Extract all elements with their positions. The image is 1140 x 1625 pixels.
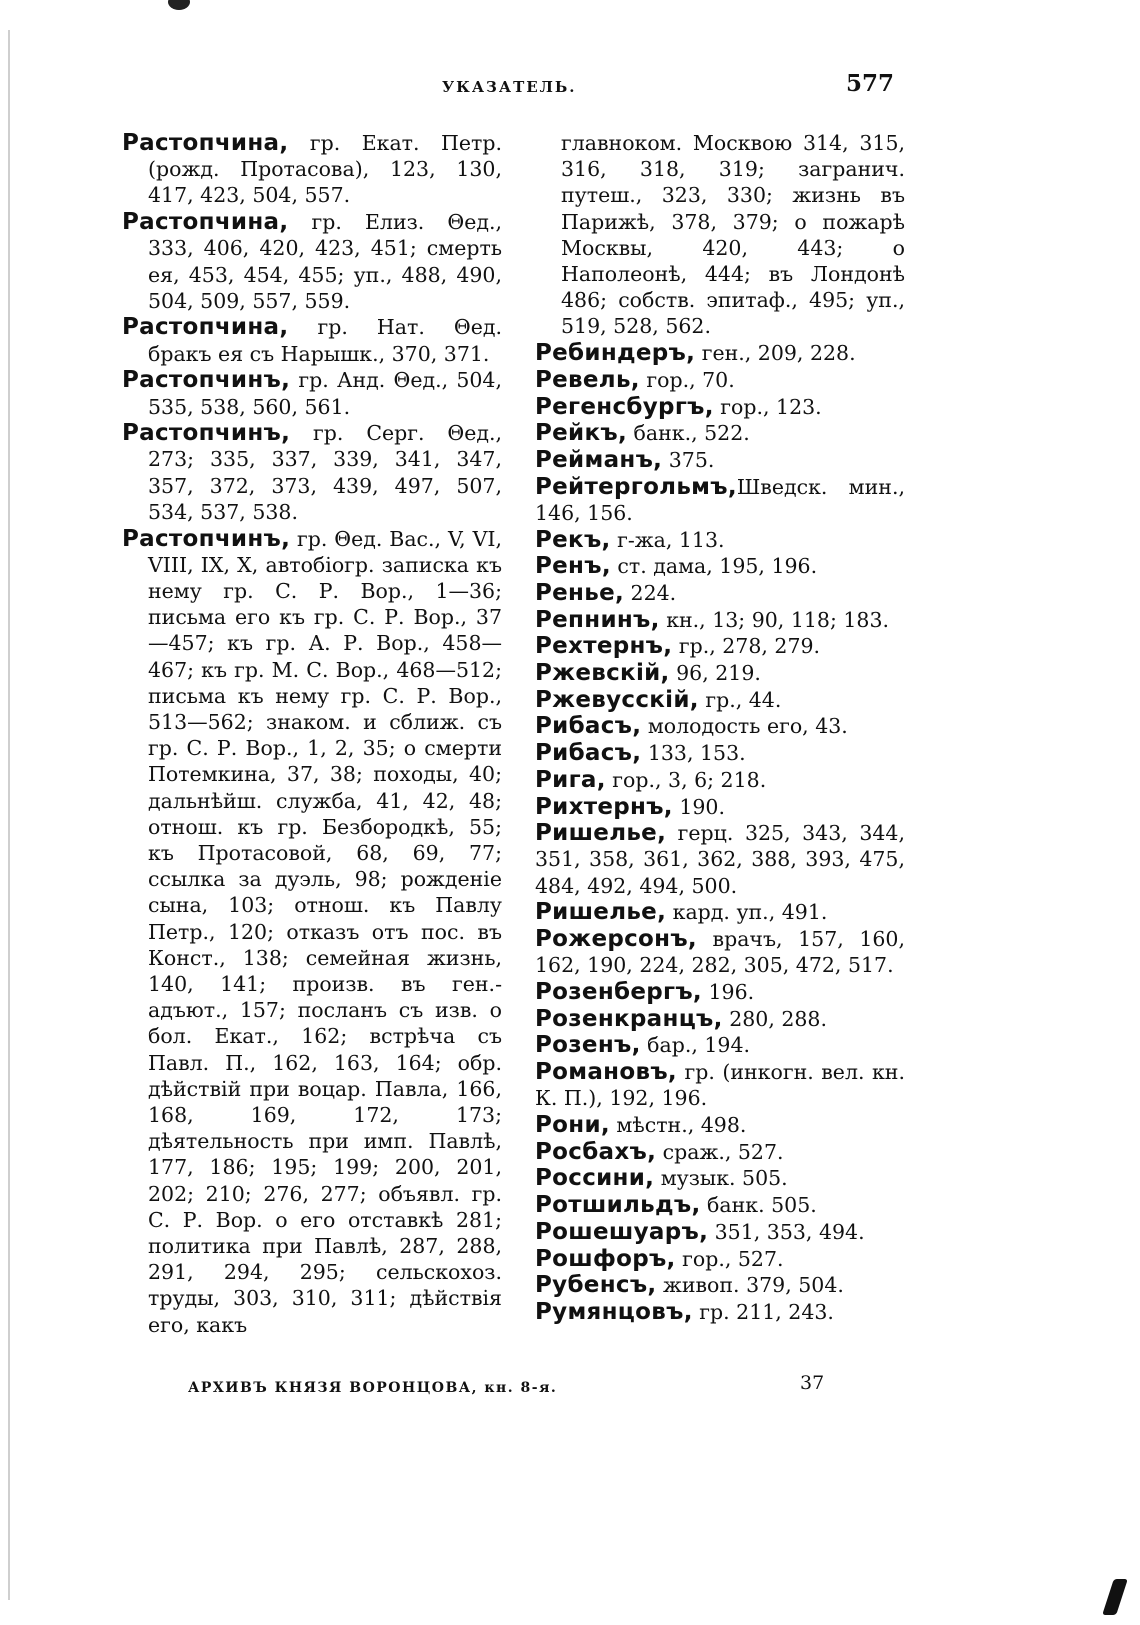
entry-references: живоп. 379, 504. — [656, 1273, 844, 1298]
entry-headword: Регенсбургъ, — [535, 393, 714, 420]
entry-headword: Растопчинъ, — [122, 525, 291, 552]
index-entry — [535, 1192, 905, 1218]
index-entry — [535, 740, 905, 766]
index-entry — [535, 447, 905, 473]
entry-headword: Ренье, — [535, 579, 625, 606]
index-entry — [535, 794, 905, 820]
entry-headword: Росбахъ, — [535, 1138, 657, 1165]
entry-headword: Рошфоръ, — [535, 1245, 676, 1272]
entry-references: гр. 211, 243. — [692, 1299, 834, 1324]
entry-references: молодость его, 43. — [641, 714, 848, 739]
entry-references: гор., 527. — [675, 1246, 784, 1271]
entry-references: г-жа, 113. — [610, 527, 725, 552]
index-entry — [535, 1246, 905, 1272]
entry-headword: Ротшильдъ, — [535, 1192, 701, 1219]
entry-references: ген., 209, 228. — [695, 341, 856, 366]
entry-references: гр. (инкогн. вел. кн. К. П.), 192, 196. — [535, 1060, 905, 1111]
entry-headword: Розенбергъ, — [535, 979, 702, 1005]
index-entry — [535, 420, 905, 446]
index-entry — [535, 1006, 905, 1032]
index-entry — [535, 713, 905, 739]
corner-mark — [1102, 1579, 1128, 1615]
index-entry — [535, 394, 905, 420]
index-entry — [535, 1032, 905, 1058]
entry-headword: Ревель, — [535, 366, 640, 393]
entry-references: ст. дама, 195, 196. — [610, 554, 818, 579]
entry-references: гр. Серг. Θед., 273; 335, 337, 339, 341, 347, 357, 372, 373, 439, 497, 507, 534, 537, 538. — [148, 421, 502, 524]
entry-references: 96, 219. — [669, 661, 761, 686]
index-entry — [535, 979, 905, 1005]
entry-headword: Румянцовъ, — [535, 1298, 693, 1325]
index-entry — [535, 367, 905, 393]
entry-headword: Ренъ, — [535, 553, 611, 580]
index-entry — [535, 607, 905, 633]
entry-headword: Ржевусскій, — [535, 686, 699, 713]
index-entry — [535, 1219, 905, 1245]
header-title: УКАЗАТЕЛЬ. — [442, 78, 577, 96]
entry-references: 375. — [662, 447, 715, 472]
index-entry — [535, 1112, 905, 1138]
entry-references: врачъ, 157, 160, 162, 190, 224, 282, 305, 472, 517. — [535, 927, 905, 978]
index-entry — [535, 633, 905, 659]
index-entry — [122, 367, 502, 419]
index-entry — [122, 420, 502, 525]
entry-headword: Растопчина, — [122, 130, 289, 156]
entry-references: гр., 44. — [698, 687, 782, 712]
index-entry — [535, 340, 905, 366]
entry-headword: Рига, — [535, 766, 606, 793]
left-column — [122, 130, 502, 1338]
entry-headword: Рекъ, — [535, 526, 611, 553]
entry-headword: Ребиндеръ, — [535, 340, 696, 367]
index-entry — [535, 553, 905, 579]
entry-headword: Ришелье, — [535, 820, 667, 847]
entry-headword: Рихтернъ, — [535, 793, 673, 820]
index-entry — [535, 820, 905, 899]
page-edge-shadow — [8, 30, 10, 1600]
entry-headword: Рибасъ, — [535, 740, 642, 767]
entry-headword: Растопчина, — [122, 209, 289, 236]
running-head — [0, 70, 1140, 98]
index-entry — [535, 580, 905, 606]
index-entry — [535, 926, 905, 978]
entry-headword: Рони, — [535, 1112, 610, 1139]
entry-references: 351, 353, 494. — [708, 1219, 865, 1244]
entry-references: сраж., 527. — [656, 1139, 784, 1164]
entry-references: 196. — [701, 980, 755, 1004]
entry-references: бар., 194. — [640, 1033, 751, 1058]
entry-references: кард. уп., 491. — [666, 900, 828, 925]
entry-headword: Россини, — [535, 1165, 655, 1192]
entry-headword: Рейкъ, — [535, 420, 628, 447]
index-entry — [122, 209, 502, 314]
footer-signature: АРХИВЪ КНЯЗЯ ВОРОНЦОВА, кн. 8-я. — [188, 1380, 558, 1396]
entry-references: 280, 288. — [722, 1006, 827, 1031]
index-entry — [535, 1139, 905, 1165]
entry-references: герц. 325, 343, 344, 351, 358, 361, 362, 388, 393, 475, 484, 492, 494, 500. — [535, 821, 905, 898]
entry-headword: Растопчина, — [122, 314, 289, 341]
entry-references: гр. Елиз. Θед., 333, 406, 420, 423, 451; смерть ея, 453, 454, 455; уп., 488, 490, 504, 509, 557, 559. — [148, 210, 502, 313]
index-entry — [535, 687, 905, 713]
index-entry — [535, 1165, 905, 1191]
entry-references: 133, 153. — [641, 741, 746, 766]
entry-references: мѣстн., 498. — [609, 1113, 747, 1138]
index-entry — [122, 526, 502, 1338]
entry-references: 190. — [672, 794, 725, 819]
entry-headword: Ришелье, — [535, 899, 667, 926]
entry-references: гр. Θед. Вас., V, VI, VIII, IX, X, автобіогр. записка къ нему гр. С. Р. Вор., 1—36; письма его къ гр. С. Р. Вор., 37—457; къ гр. А. Р. Вор., 458—467; къ гр. М. С. Вор., 468—512; письма къ нему гр. С. Р. Вор., 513—562; знаком. и сближ. съ гр. С. Р. Вор., 1, 2, 35; о смерти Потемкина, 37, 38; походы, 40; дальнѣйш. служба, 41, 42, 48; отнош. къ гр. Безбородкѣ, 55; къ Протасовой, 68, 69, 77; ссылка за дуэль, 98; рожденіе сына, 103; отнош. къ Павлу Петр., 120; отказъ отъ пос. въ Конст., 138; семейная жизнь, 140, 141; произв. въ ген.-адъют., 157; посланъ съ изв. о бол. Екат., 162; встрѣча съ Павл. П., 162, 163, 164; обр. дѣйствій при воцар. Павла, 166, 168, 169, 172, 173; дѣятельность при имп. Павлѣ, 177, 186; 195; 199; 200, 201, 202; 210; 276, 277; объявл. гр. С. Р. Вор. о его отставкѣ 281; политика при Павлѣ, 287, 288, 291, 294, 295; сельскохоз. труды, 303, 310, 311; дѣйствія его, какъ — [148, 526, 502, 1337]
entry-headword: Рошешуаръ, — [535, 1218, 709, 1245]
entry-headword: Ржевскій, — [535, 660, 670, 687]
entry-headword: Рибасъ, — [535, 713, 642, 740]
index-entry — [535, 1059, 905, 1111]
entry-references: гр., 278, 279. — [672, 634, 821, 659]
sheet-number: 37 — [800, 1372, 825, 1394]
entry-references: банк. 505. — [700, 1193, 817, 1218]
entry-headword: Рубенсъ, — [535, 1272, 657, 1299]
entry-references: гр. Анд. Θед., 504, 535, 538, 560, 561. — [148, 368, 502, 419]
index-entry — [535, 1299, 905, 1325]
entry-headword: Репнинъ, — [535, 606, 660, 633]
entry-headword: Розенкранцъ, — [535, 1005, 723, 1032]
entry-references: гр. Нат. Θед. бракъ ея съ Нарышк., 370, 371. — [148, 315, 502, 366]
entry-headword: Розенъ, — [535, 1032, 641, 1059]
entry-references: гор., 123. — [713, 394, 822, 419]
entry-references: музык. 505. — [654, 1166, 788, 1191]
entry-headword: Растопчинъ, — [122, 420, 291, 447]
index-entry — [535, 474, 905, 526]
entry-references: кн., 13; 90, 118; 183. — [659, 607, 890, 632]
index-entry — [122, 314, 502, 366]
entry-references: банк., 522. — [627, 421, 750, 446]
index-entry — [535, 1272, 905, 1298]
entry-references: гор., 3, 6; 218. — [605, 767, 767, 792]
entry-references: гр. Екат. Петр. (рожд. Протасова), 123, 130, 417, 423, 504, 557. — [148, 131, 502, 208]
entry-headword: Рехтернъ, — [535, 633, 673, 660]
index-entry — [122, 130, 502, 209]
entry-references: главноком. Москвою 314, 315, 316, 318, 319; загранич. путеш., 323, 330; жизнь въ Парижѣ, 378, 379; о пожарѣ Москвы, 420, 443; о Наполеонѣ, 444; въ Лондонѣ 486; собств. эпитаф., 495; уп., 519, 528, 562. — [561, 131, 905, 339]
entry-headword: Рожерсонъ, — [535, 926, 697, 953]
index-entry — [535, 527, 905, 553]
entry-headword: Рейманъ, — [535, 446, 663, 473]
entry-headword: Рейтергольмъ, — [535, 473, 737, 500]
entry-references: Шведск. мин., 146, 156. — [535, 474, 905, 525]
index-entry — [535, 899, 905, 925]
index-entry — [535, 660, 905, 686]
index-entry — [535, 130, 905, 340]
right-column — [535, 130, 905, 1326]
ink-blot — [168, 0, 190, 10]
entry-references: гор., 70. — [639, 367, 735, 392]
page-number: 577 — [846, 70, 895, 97]
entry-references: 224. — [624, 580, 677, 605]
index-entry — [535, 767, 905, 793]
entry-headword: Романовъ, — [535, 1059, 677, 1086]
entry-headword: Растопчинъ, — [122, 367, 291, 394]
